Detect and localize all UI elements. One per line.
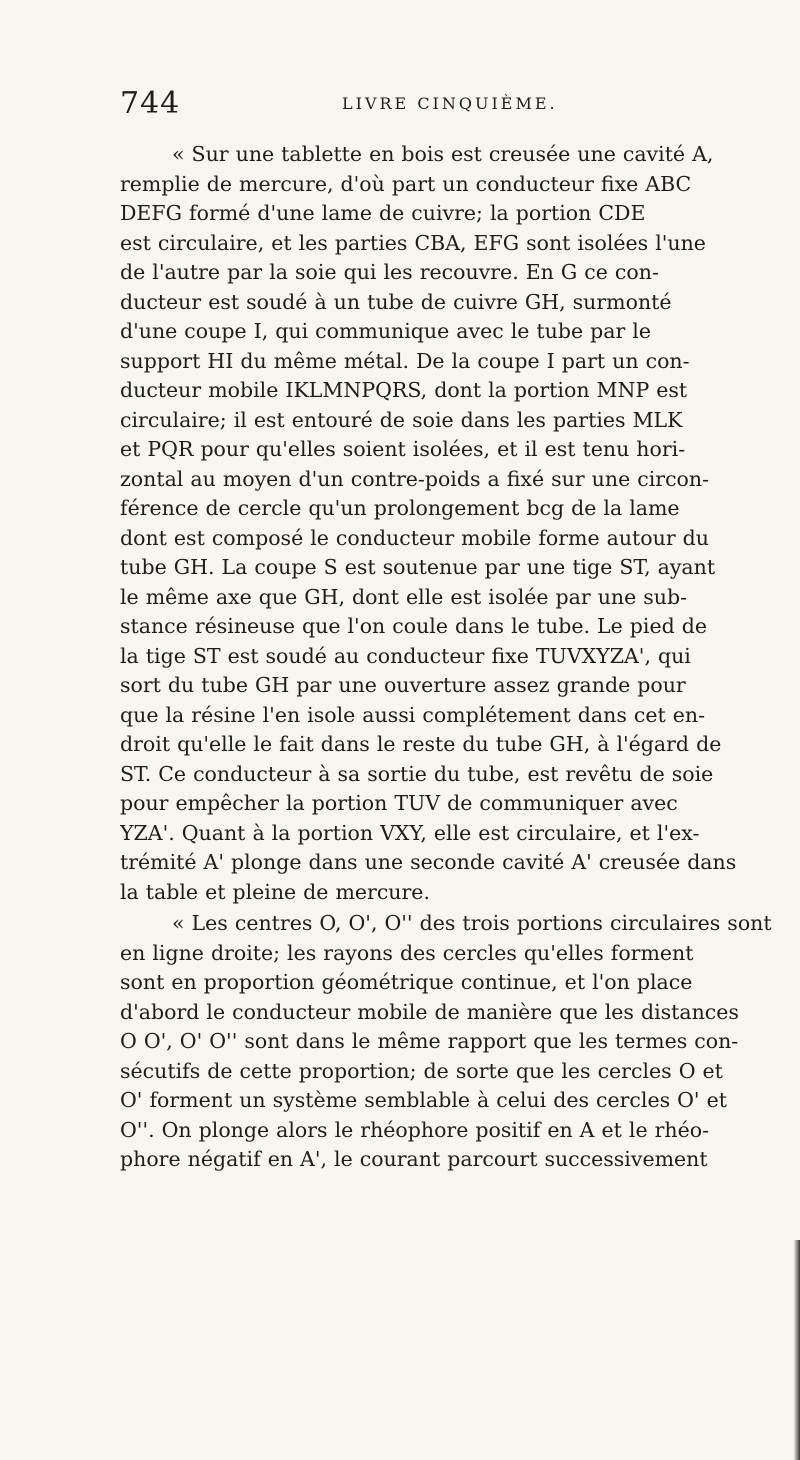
paragraph-1	[120, 140, 780, 907]
text-line: sécutifs de cette proportion; de sorte que les cercles O et	[120, 1058, 723, 1083]
text-line: d'abord le conducteur mobile de manière que les distances	[120, 999, 739, 1024]
text-line: droit qu'elle le fait dans le reste du tube GH, à l'égard de	[120, 732, 722, 756]
text-line: support HI du même métal. De la coupe I part un con-	[120, 348, 690, 373]
text-line: DEFG formé d'une lame de cuivre; la portion CDE	[120, 201, 646, 225]
text-line: YZA'. Quant à la portion VXY, elle est circulaire, et l'ex-	[120, 820, 700, 845]
text-line: de l'autre par la soie qui les recouvre. En G ce con-	[120, 260, 659, 284]
text-line: et PQR pour qu'elles soient isolées, et il est tenu hori-	[120, 437, 686, 461]
text-line: phore négatif en A', le courant parcourt successivement	[120, 1147, 708, 1171]
paragraph-2	[120, 909, 780, 1175]
running-title: LIVRE CINQUIÈME.	[342, 94, 558, 113]
page-edge-shadow	[794, 1240, 800, 1460]
text-line: ducteur mobile IKLMNPQRS, dont la portion MNP est	[120, 378, 688, 402]
running-head	[120, 86, 780, 130]
text-line: stance résineuse que l'on coule dans le tube. Le pied de	[120, 614, 707, 638]
text-line: zontal au moyen d'un contre-poids a fixé sur une circon-	[120, 466, 710, 491]
text-line: ducteur est soudé à un tube de cuivre GH, surmonté	[120, 289, 672, 314]
text-line: la tige ST est soudé au conducteur fixe TUVXYZA', qui	[120, 643, 691, 668]
text-line: d'une coupe I, qui communique avec le tube par le	[120, 319, 651, 343]
text-line: circulaire; il est entouré de soie dans les parties MLK	[120, 407, 683, 432]
text-line: tube GH. La coupe S est soutenue par une tige ST, ayant	[120, 555, 716, 579]
text-line: pour empêcher la portion TUV de communiquer avec	[120, 791, 678, 815]
text-line: en ligne droite; les rayons des cercles qu'elles forment	[120, 940, 694, 965]
text-line: ST. Ce conducteur à sa sortie du tube, est revêtu de soie	[120, 761, 714, 786]
text-line: « Sur une tablette en bois est creusée une cavité A,	[172, 142, 714, 166]
text-line: le même axe que GH, dont elle est isolée par une sub-	[120, 584, 688, 609]
text-line: est circulaire, et les parties CBA, EFG sont isolées l'une	[120, 230, 706, 255]
text-line: férence de cercle qu'un prolongement bcg de la lame	[120, 496, 680, 520]
text-line: sort du tube GH par une ouverture assez grande pour	[120, 673, 686, 697]
page-number: 744	[120, 86, 181, 121]
text-line: sont en proportion géométrique continue, et l'on place	[120, 970, 693, 994]
text-line: O''. On plonge alors le rhéophore positif en A et le rhéo-	[120, 1117, 709, 1142]
text-line: la table et pleine de mercure.	[120, 879, 430, 904]
text-line: dont est composé le conducteur mobile forme autour du	[120, 525, 709, 550]
text-line: O' forment un système semblable à celui des cercles O' et	[120, 1088, 727, 1112]
text-line: remplie de mercure, d'où part un conducteur fixe ABC	[120, 171, 692, 196]
text-line: « Les centres O, O', O'' des trois portions circulaires sont	[172, 911, 772, 935]
text-line: trémité A' plonge dans une seconde cavité A' creusée dans	[120, 850, 737, 874]
book-page	[120, 86, 780, 1175]
text-line: que la résine l'en isole aussi complétement dans cet en-	[120, 702, 706, 727]
text-line: O O', O' O'' sont dans le même rapport que les termes con-	[120, 1029, 739, 1053]
